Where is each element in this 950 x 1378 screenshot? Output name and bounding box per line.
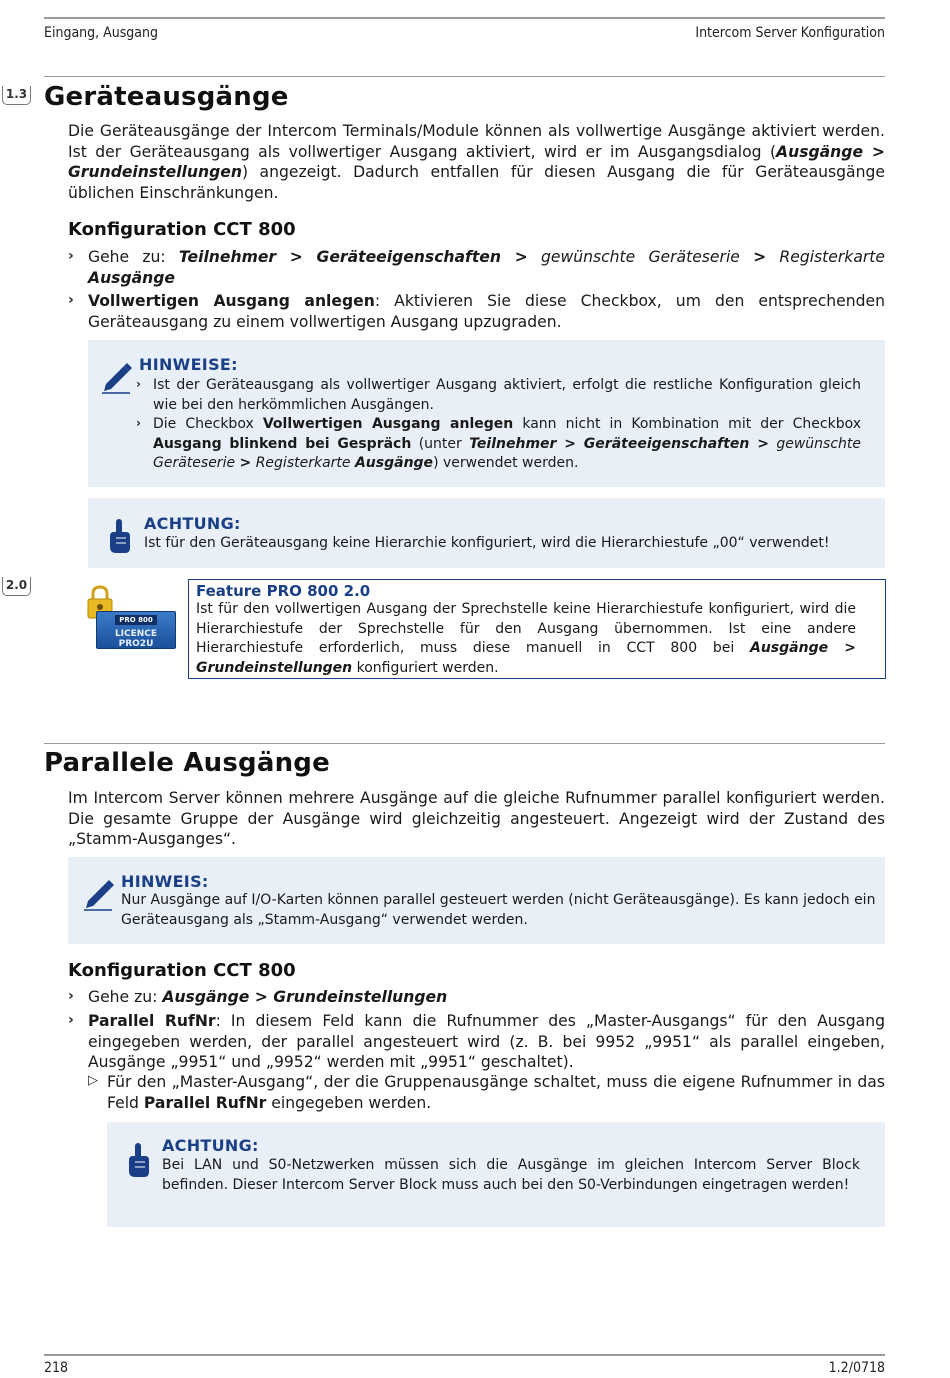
bullet-arrow-icon: › xyxy=(136,377,141,391)
substep-arrow-icon: ▷ xyxy=(88,1073,98,1088)
hinweise-box xyxy=(88,340,885,487)
step-arrow-icon: › xyxy=(68,1012,74,1028)
pointing-hand-icon xyxy=(108,518,132,554)
hinweis-title: HINWEIS: xyxy=(121,872,209,891)
version-tag: 2.0 xyxy=(2,577,31,596)
badge-top-label: PRO 800 xyxy=(115,615,157,625)
achtung-text: Bei LAN und S0-Netzwerken müssen sich die Ausgänge im gleichen Intercom Server Block befinden. Dieser Intercom Server Block muss auch bei den S0-Verbindungen eingetragen werden! xyxy=(162,1157,860,1193)
feature-title: Feature PRO 800 2.0 xyxy=(196,582,371,600)
footer-rule xyxy=(44,1354,885,1356)
section-rule xyxy=(44,743,885,744)
achtung-box xyxy=(107,1122,885,1227)
hinweise-item: Ist der Geräteausgang als vollwertiger Ausgang aktiviert, erfolgt die restliche Konfiguration gleich wie bei den herkömmlichen Ausgängen. xyxy=(153,377,861,413)
pencil-icon xyxy=(82,877,114,911)
section-title: Geräteausgänge xyxy=(44,82,289,112)
header-rule xyxy=(44,17,885,19)
badge-bottom-label: LICENCE PRO2U xyxy=(114,629,158,649)
feature-box xyxy=(188,579,886,679)
step-goto: Gehe zu: Teilnehmer > Geräteeigenschaften > gewünschte Geräteserie > Registerkarte Ausgänge xyxy=(88,248,885,287)
licence-badge xyxy=(86,585,176,649)
step-arrow-icon: › xyxy=(68,292,74,308)
step-goto: Gehe zu: Ausgänge > Grundeinstellungen xyxy=(88,988,448,1006)
achtung-title: ACHTUNG: xyxy=(144,514,241,533)
section-rule xyxy=(44,76,885,77)
achtung-text: Ist für den Geräteausgang keine Hierarchie konfiguriert, wird die Hierarchiestufe „00“ verwendet! xyxy=(144,535,830,551)
version-tag: 1.3 xyxy=(2,86,31,105)
header-left: Eingang, Ausgang xyxy=(44,25,158,41)
doc-version: 1.2/0718 xyxy=(828,1360,885,1376)
intro-paragraph: Die Geräteausgänge der Intercom Terminals/Module können als vollwertige Ausgänge aktiviert werden. Ist der Geräteausgang als vollwertiger Ausgang aktiviert, wird er im Ausgangsdialog (Ausgänge > Grundeinstellungen) angezeigt. Dadurch entfallen für diesen Ausgang die für Geräteausgänge üblichen Einschränkungen. xyxy=(68,122,885,202)
substep-master: Für den „Master-Ausgang“, der die Gruppenausgänge schaltet, muss die eigene Rufnummer in das Feld Parallel RufNr eingegeben werden. xyxy=(107,1073,885,1112)
step-arrow-icon: › xyxy=(68,988,74,1004)
config-title: Konfiguration CCT 800 xyxy=(68,960,296,981)
pointing-hand-icon xyxy=(127,1142,151,1178)
step-parallel-rufnr: Parallel RufNr: In diesem Feld kann die Rufnummer des „Master-Ausgangs“ für den Ausgang eingegeben werden, der parallel angesteuert wird (z. B. bei 9952 „9951“ als parallel eingeben, Ausgänge „9951“ und „9952“ werden mit „9951“ geschaltet). xyxy=(88,1012,885,1071)
hinweis-text: Nur Ausgänge auf I/O-Karten können parallel gesteuert werden (nicht Geräteausgänge). Es kann jedoch ein Geräteausgang als „Stamm-Ausgang“ verwendet werden. xyxy=(121,892,876,928)
section-title: Parallele Ausgänge xyxy=(44,748,330,778)
bullet-arrow-icon: › xyxy=(136,416,141,430)
feature-text: Ist für den vollwertigen Ausgang der Sprechstelle keine Hierarchiestufe konfiguriert, wird die Hierarchiestufe der Sprechstelle für den Ausgang übernommen. Ist eine andere Hierarchiestufe erforderlich, muss diese manuell in CCT 800 bei Ausgänge > Grundeinstellungen konfiguriert werden. xyxy=(196,601,856,676)
achtung-box xyxy=(88,498,885,568)
achtung-title: ACHTUNG: xyxy=(162,1136,259,1155)
page-number: 218 xyxy=(44,1360,69,1376)
config-title: Konfiguration CCT 800 xyxy=(68,219,296,240)
hinweise-title: HINWEISE: xyxy=(139,355,238,374)
step-arrow-icon: › xyxy=(68,248,74,264)
pencil-icon xyxy=(100,360,132,394)
step-checkbox: Vollwertigen Ausgang anlegen: Aktivieren Sie diese Checkbox, um den entsprechenden Geräteausgang zu einem vollwertigen Ausgang upzugraden. xyxy=(88,292,886,331)
badge-plate xyxy=(96,611,176,649)
hinweise-item: Die Checkbox Vollwertigen Ausgang anlegen kann nicht in Kombination mit der Checkbox Ausgang blinkend bei Gespräch (unter Teilnehmer > Geräteeigenschaften > gewünschte Geräteserie > Registerkarte Ausgänge) verwendet werden. xyxy=(153,416,862,471)
header-right: Intercom Server Konfiguration xyxy=(695,25,885,41)
hinweis-box xyxy=(68,857,885,944)
intro-paragraph: Im Intercom Server können mehrere Ausgänge auf die gleiche Rufnummer parallel konfiguriert werden. Die gesamte Gruppe der Ausgänge wird gleichzeitig angesteuert. Angezeigt wird der Zustand des „Stamm-Ausganges“. xyxy=(68,789,885,848)
